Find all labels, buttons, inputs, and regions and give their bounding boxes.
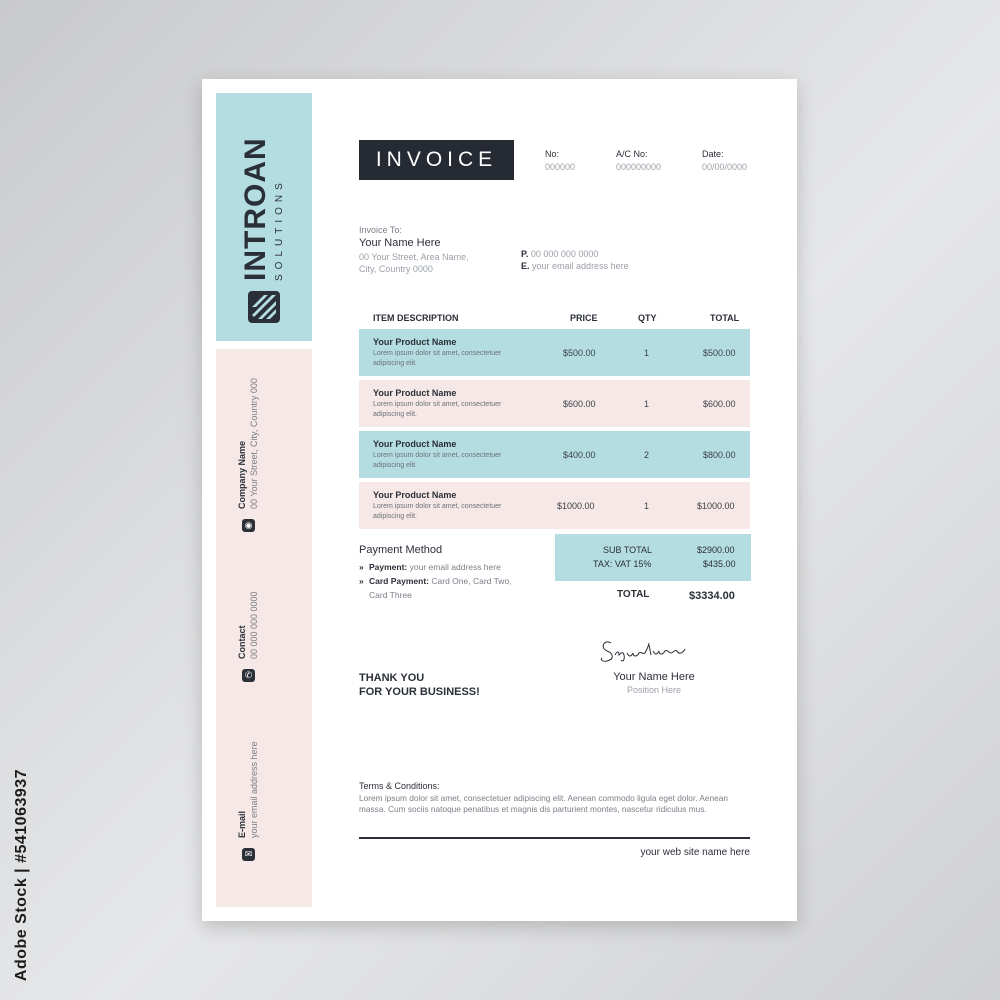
invoice-title: INVOICE	[359, 140, 514, 180]
meta-account	[616, 148, 661, 174]
bullet-icon: »	[359, 576, 364, 586]
bill-to-contact	[521, 248, 629, 272]
payment-value: your email address here	[409, 562, 501, 572]
meta-date-value: 00/00/0000	[702, 162, 748, 172]
thanks-line-1: THANK YOU	[359, 672, 425, 684]
thanks-line-2: FOR YOUR BUSINESS!	[359, 686, 480, 698]
grand-total-value: $3334.00	[689, 590, 735, 602]
footer-divider	[359, 837, 750, 839]
sidebar-contact-panel	[216, 349, 312, 907]
meta-number-value: 000000	[545, 162, 576, 172]
table-row	[359, 329, 750, 376]
card-payment-line	[359, 574, 519, 602]
thank-you-message	[359, 671, 480, 699]
stock-id-text: Adobe Stock | #541063937	[13, 768, 31, 982]
payment-title: Payment Method	[359, 544, 443, 556]
signature-image	[597, 633, 712, 669]
product-total: $500.00	[703, 348, 736, 358]
email-address: your email address here	[249, 741, 259, 838]
brand-logo-icon	[248, 291, 280, 323]
product-total: $600.00	[703, 399, 736, 409]
payment-line	[359, 560, 519, 574]
product-description: Lorem ipsum dolor sit amet, consectetuer adipiscing elit.	[373, 401, 502, 418]
product-description: Lorem ipsum dolor sit amet, consectetuer adipiscing elit.	[373, 503, 502, 520]
table-row	[359, 482, 750, 529]
contact-title: Contact	[237, 625, 247, 659]
card-payment-value: Card One, Card Two, Card Three	[369, 576, 512, 600]
bill-to-address-2: City, Country 0000	[359, 264, 433, 274]
product-qty: 1	[644, 399, 650, 409]
email-icon: ✉	[242, 848, 255, 861]
product-name: Your Product Name	[373, 337, 457, 347]
email-prefix: E.	[521, 261, 530, 271]
product-qty: 2	[644, 450, 650, 460]
card-payment-label: Card Payment:	[369, 576, 429, 586]
product-name: Your Product Name	[373, 490, 457, 500]
meta-date-label: Date:	[702, 149, 724, 159]
totals-box	[555, 534, 751, 581]
bill-to-name: Your Name Here	[359, 237, 441, 249]
product-description: Lorem ipsum dolor sit amet, consectetuer adipiscing elit.	[373, 452, 502, 469]
company-title: Company Name	[237, 440, 247, 509]
meta-number	[545, 148, 575, 174]
product-price: $1000.00	[557, 501, 595, 511]
bill-to-label: Invoice To:	[359, 225, 402, 235]
sidebar-brand-panel	[216, 93, 312, 341]
payment-method	[359, 544, 519, 602]
product-qty: 1	[644, 501, 650, 511]
product-price: $400.00	[563, 450, 596, 460]
bill-to-email: your email address here	[532, 261, 629, 271]
product-name: Your Product Name	[373, 439, 457, 449]
table-row	[359, 431, 750, 478]
stock-id-watermark	[8, 760, 36, 990]
terms-and-conditions	[359, 781, 754, 815]
email-title: E-mail	[237, 810, 247, 838]
product-qty: 1	[644, 348, 650, 358]
terms-body: Lorem ipsum dolor sit amet, consectetuer adipiscing elit. Aenean commodo ligula eget dolor. Aenean massa. Cum sociis natoque penatibus et magnis dis parturient montes, nascetur ridiculus mus.	[359, 793, 728, 814]
header-qty: QTY	[638, 313, 657, 323]
tax-value: $435.00	[703, 559, 736, 569]
brand-name: INTROAN	[239, 137, 272, 281]
product-total: $800.00	[703, 450, 736, 460]
terms-title: Terms & Conditions:	[359, 781, 440, 791]
signer-position: Position Here	[626, 685, 682, 695]
product-price: $500.00	[563, 348, 596, 358]
invoice-page	[202, 79, 797, 921]
product-description: Lorem ipsum dolor sit amet, consectetuer adipiscing elit.	[373, 350, 502, 367]
brand-tagline: SOLUTIONS	[274, 178, 285, 281]
subtotal-value: $2900.00	[697, 545, 735, 555]
bullet-icon: »	[359, 562, 364, 572]
payment-label: Payment:	[369, 562, 408, 572]
bill-to-address-1: 00 Your Street, Area Name,	[359, 252, 469, 262]
meta-number-label: No:	[545, 149, 560, 159]
header-price: PRICE	[570, 313, 598, 323]
meta-date	[702, 148, 747, 174]
phone-prefix: P.	[521, 249, 529, 259]
company-address: 00 Your Street, City, Country 000	[249, 378, 259, 509]
product-name: Your Product Name	[373, 388, 457, 398]
subtotal-label: SUB TOTAL	[603, 545, 653, 555]
signer-name: Your Name Here	[613, 671, 695, 683]
phone-icon: ✆	[242, 669, 255, 682]
grand-total-label: TOTAL	[617, 589, 650, 600]
header-description: ITEM DESCRIPTION	[373, 313, 459, 323]
contact-phone: 00 000 000 0000	[249, 591, 259, 659]
meta-account-label: A/C No:	[616, 149, 648, 159]
meta-account-value: 000000000	[616, 162, 662, 172]
product-total: $1000.00	[697, 501, 735, 511]
bill-to	[359, 224, 469, 275]
location-pin-icon: ◉	[242, 519, 255, 532]
tax-label: TAX: VAT 15%	[593, 559, 652, 569]
header-total: TOTAL	[710, 313, 740, 323]
website-text: your web site name here	[640, 847, 750, 858]
table-row	[359, 380, 750, 427]
bill-to-phone: 00 000 000 0000	[530, 249, 599, 259]
product-price: $600.00	[563, 399, 596, 409]
brand	[234, 103, 294, 323]
